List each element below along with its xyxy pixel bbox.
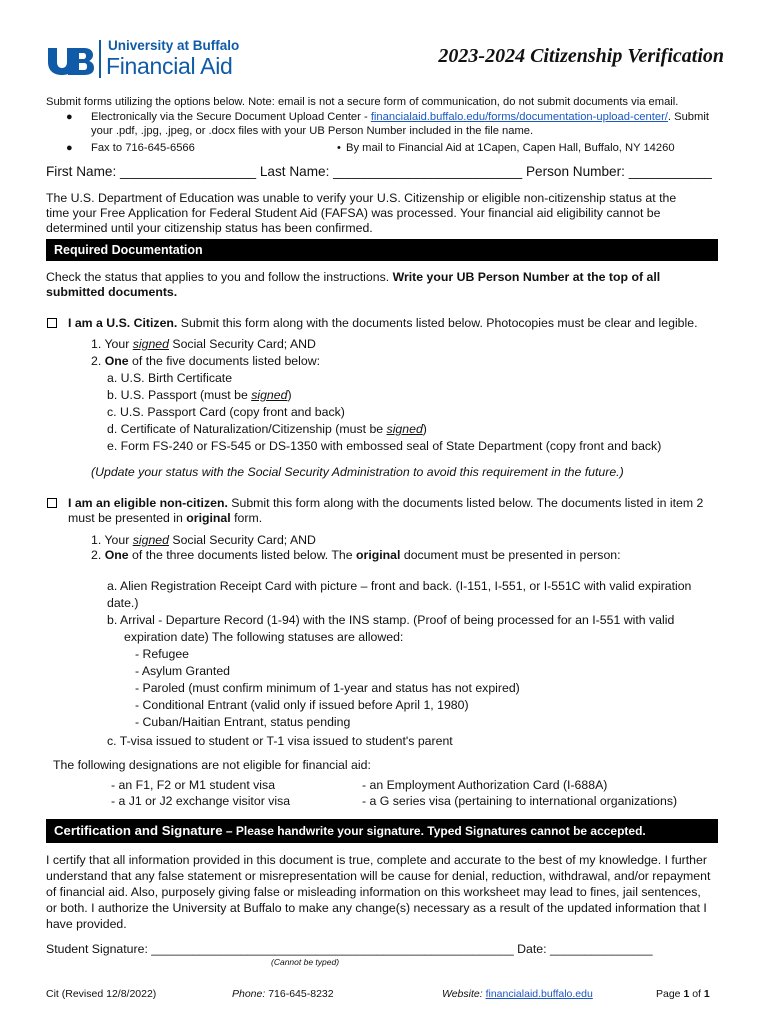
- notice-line: determined until your citizenship status has been confirmed.: [46, 221, 373, 235]
- bullet-icon: ●: [66, 111, 73, 123]
- noncitizen-item-1: 1. Your signed Social Security Card; AND: [91, 533, 316, 547]
- required-documentation-heading: Required Documentation: [46, 239, 718, 261]
- status-item: - Asylum Granted: [135, 664, 230, 678]
- noncitizen-doc-b: b. Arrival - Departure Record (1-94) with the INS stamp. (Proof of being processed for an I-551 with valid: [107, 613, 675, 627]
- not-eligible-item: - an F1, F2 or M1 student visa: [111, 778, 276, 792]
- required-instructions: Check the status that applies to you and follow the instructions. Write your UB Person Number at the top of all: [46, 270, 661, 284]
- upload-option: Electronically via the Secure Document Upload Center - financialaid.buffalo.edu/forms/documentation-upload-center/. Submit: [91, 111, 709, 123]
- mail-option: By mail to Financial Aid at 1Capen, Capen Hall, Buffalo, NY 14260: [346, 142, 675, 154]
- status-item: - Cuban/Haitian Entrant, status pending: [135, 715, 351, 729]
- submit-intro: Submit forms utilizing the options below. Note: email is not a secure form of communication, do not submit documents via email.: [46, 96, 679, 108]
- not-eligible-item: - a G series visa (pertaining to international organizations): [362, 794, 678, 808]
- upload-center-link[interactable]: financialaid.buffalo.edu/forms/documentation-upload-center/: [370, 111, 668, 123]
- bullet-icon: ●: [66, 142, 73, 154]
- fax-option: Fax to 716-645-6566: [91, 142, 195, 154]
- upload-option-line2: your .pdf, .jpg, .jpeg, or .docx files with your UB Person Number included in the file name.: [91, 125, 534, 137]
- typed-note: (Cannot be typed): [271, 957, 340, 967]
- name-fields[interactable]: First Name: __________________ Last Name: _________________________ Person Number: ___________: [46, 164, 712, 179]
- not-eligible-item: - a J1 or J2 exchange visitor visa: [111, 794, 291, 808]
- certification-heading: Certification and Signature – Please handwrite your signature. Typed Signatures cannot be accepted.: [46, 819, 718, 843]
- noncitizen-doc-b-line2: expiration date) The following statuses are allowed:: [124, 630, 404, 644]
- citizen-doc-c: c. U.S. Passport Card (copy front and back): [107, 405, 345, 419]
- citizen-doc-d: d. Certificate of Naturalization/Citizenship (must be signed): [107, 422, 427, 436]
- noncitizen-option-line2: must be presented in original form.: [68, 511, 263, 525]
- not-eligible-heading: The following designations are not eligible for financial aid:: [53, 758, 371, 772]
- bullet-icon: •: [337, 142, 341, 154]
- citizen-doc-a: a. U.S. Birth Certificate: [107, 371, 233, 385]
- status-item: - Refugee: [135, 647, 190, 661]
- noncitizen-doc-a: a. Alien Registration Receipt Card with picture – front and back. (I-151, I-551, or I-551C with valid expiration: [107, 579, 692, 593]
- status-item: - Paroled (must confirm minimum of 1-year and status has not expired): [135, 681, 520, 695]
- signature-date-line[interactable]: Student Signature: _____________________________________________________ Date: _______________: [46, 942, 653, 956]
- citizen-note: (Update your status with the Social Security Administration to avoid this requirement in the future.): [91, 465, 624, 479]
- logo-divider: [99, 40, 101, 78]
- notice-line: The U.S. Department of Education was unable to verify your U.S. Citizenship or eligible non-citizenship status at the: [46, 191, 677, 205]
- citizen-doc-b: b. U.S. Passport (must be signed): [107, 388, 292, 402]
- certification-line: I certify that all information provided in this document is true, complete and accurate to the best of my knowledge. I further: [46, 853, 707, 867]
- citizen-doc-e: e. Form FS-240 or FS-545 or DS-1350 with embossed seal of State Department (copy front and back): [107, 439, 662, 453]
- citizen-item-2: 2. One of the five documents listed below:: [91, 354, 320, 368]
- noncitizen-item-2: 2. One of the three documents listed below. The original document must be presented in person:: [91, 548, 621, 562]
- noncitizen-option: I am an eligible non-citizen. Submit this form along with the documents listed below. The documents listed in item 2: [68, 496, 704, 510]
- page-title: 2023-2024 Citizenship Verification: [438, 45, 724, 67]
- certification-line: understand that any false statement or misrepresentation will be cause for denial, reduction, withdrawal, and/or repayment: [46, 869, 711, 883]
- noncitizen-checkbox[interactable]: [47, 498, 57, 508]
- certification-line: of financial aid. Also, purposely giving false or misleading information on this worksheet may lead to fines, jail sentences,: [46, 885, 701, 899]
- university-name: University at Buffalo: [108, 38, 240, 53]
- citizen-item-1: 1. Your signed Social Security Card; AND: [91, 337, 316, 351]
- revision-note: Cit (Revised 12/8/2022): [46, 988, 157, 1000]
- page-number: Page 1 of 1: [656, 988, 710, 1000]
- not-eligible-item: - an Employment Authorization Card (I-688A): [362, 778, 608, 792]
- required-instructions-line2: submitted documents.: [46, 285, 178, 299]
- footer-website: Website: financialaid.buffalo.edu: [442, 988, 593, 1000]
- website-link[interactable]: financialaid.buffalo.edu: [485, 988, 593, 1000]
- notice-line: time your Free Application for Federal Student Aid (FAFSA) was processed. Your financial aid eligibility cannot be: [46, 206, 661, 220]
- footer-phone: Phone: 716-645-8232: [232, 988, 334, 1000]
- citizen-checkbox[interactable]: [47, 318, 57, 328]
- noncitizen-doc-a-line2: date.): [107, 596, 139, 610]
- status-item: - Conditional Entrant (valid only if issued before April 1, 1980): [135, 698, 469, 712]
- certification-line: or both. I authorize the University at Buffalo to make any change(s) necessary as a result of the updated information that I: [46, 901, 707, 915]
- department-name: Financial Aid: [106, 53, 233, 79]
- ub-logo-icon: [48, 46, 94, 76]
- citizen-option: I am a U.S. Citizen. Submit this form along with the documents listed below. Photocopies must be clear and legible.: [68, 316, 698, 330]
- certification-line: have provided.: [46, 917, 127, 931]
- noncitizen-doc-c: c. T-visa issued to student or T-1 visa issued to student's parent: [107, 734, 453, 748]
